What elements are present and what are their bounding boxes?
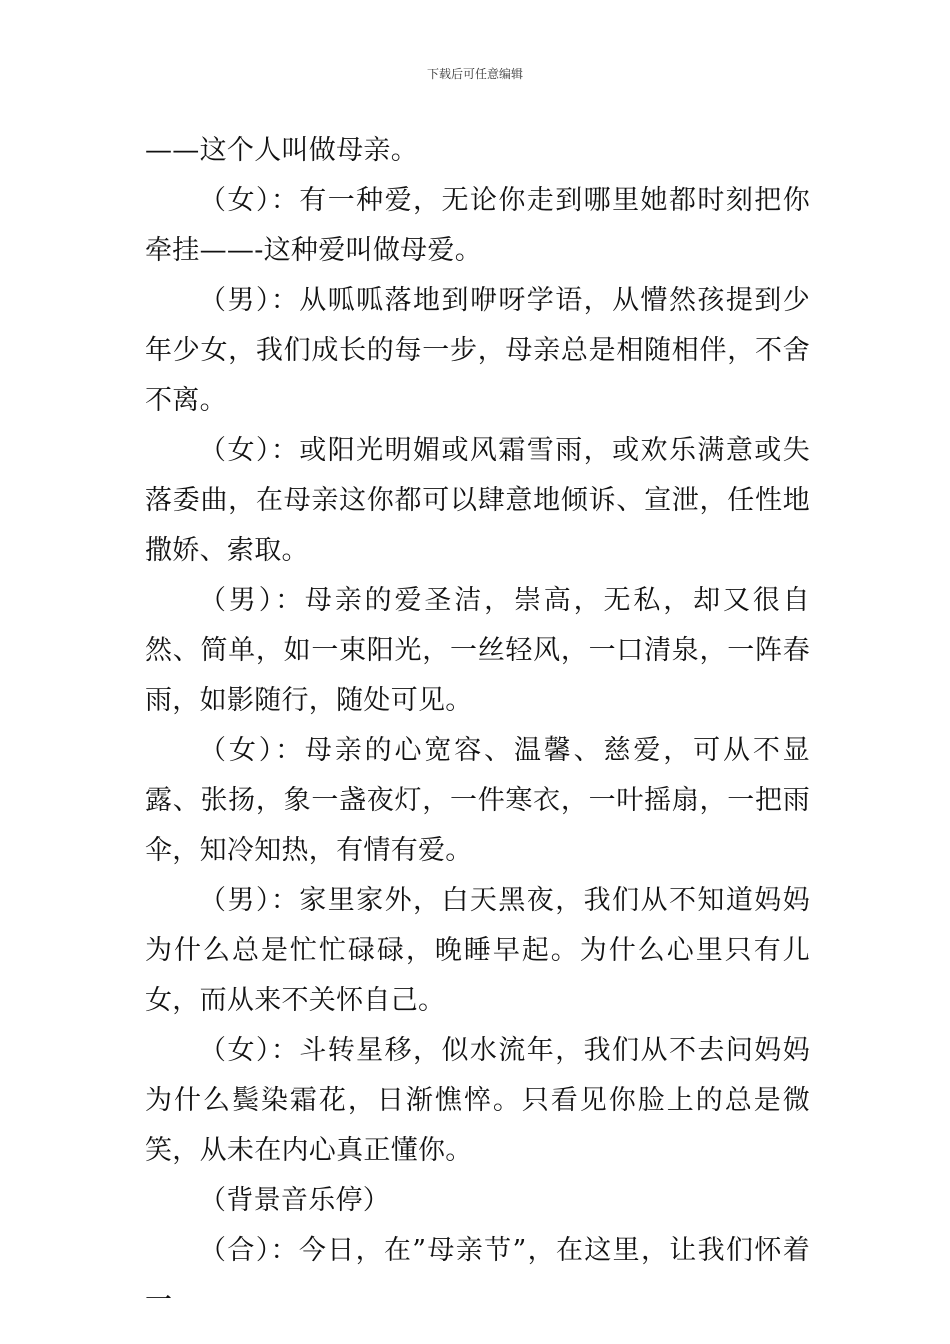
paragraph: （女）：或阳光明媚或风霜雪雨，或欢乐满意或失落委曲，在母亲这你都可以肆意地倾诉、宣泄，任性地撒娇、索取。: [145, 435, 810, 566]
paragraph: （女）：斗转星移，似水流年，我们从不去问妈妈为什么鬓染霜花，日渐憔悴。只看见你脸上的总是微笑，从未在内心真正懂你。: [145, 1035, 810, 1166]
paragraph: （背景音乐停）: [199, 1185, 391, 1216]
page-header: 下载后可任意编辑: [426, 67, 523, 81]
document-body: [145, 126, 810, 1326]
paragraph: （女）：有一种爱，无论你走到哪里她都时刻把你牵挂——-这种爱叫做母爱。: [145, 185, 810, 266]
paragraph: ——这个人叫做母亲。: [145, 135, 418, 166]
paragraph: （女）：母亲的心宽容、温馨、慈爱，可从不显露、张扬，象一盏夜灯，一件寒衣，一叶摇扇，一把雨伞，知冷知热，有情有爱。: [145, 735, 810, 866]
paragraph: （合）：今日，在”母亲节”，在这里，让我们怀着一: [145, 1235, 810, 1316]
paragraph: （男）：从呱呱落地到咿呀学语，从懵然孩提到少年少女，我们成长的每一步，母亲总是相随相伴，不舍不离。: [145, 285, 810, 416]
paragraph: （男）：家里家外，白天黑夜，我们从不知道妈妈为什么总是忙忙碌碌，晚睡早起。为什么心里只有儿女，而从来不关怀自己。: [145, 885, 810, 1016]
paragraph: （男）：母亲的爱圣洁，崇高，无私，却又很自然、简单，如一束阳光，一丝轻风，一口清泉，一阵春雨，如影随行，随处可见。: [145, 585, 810, 716]
